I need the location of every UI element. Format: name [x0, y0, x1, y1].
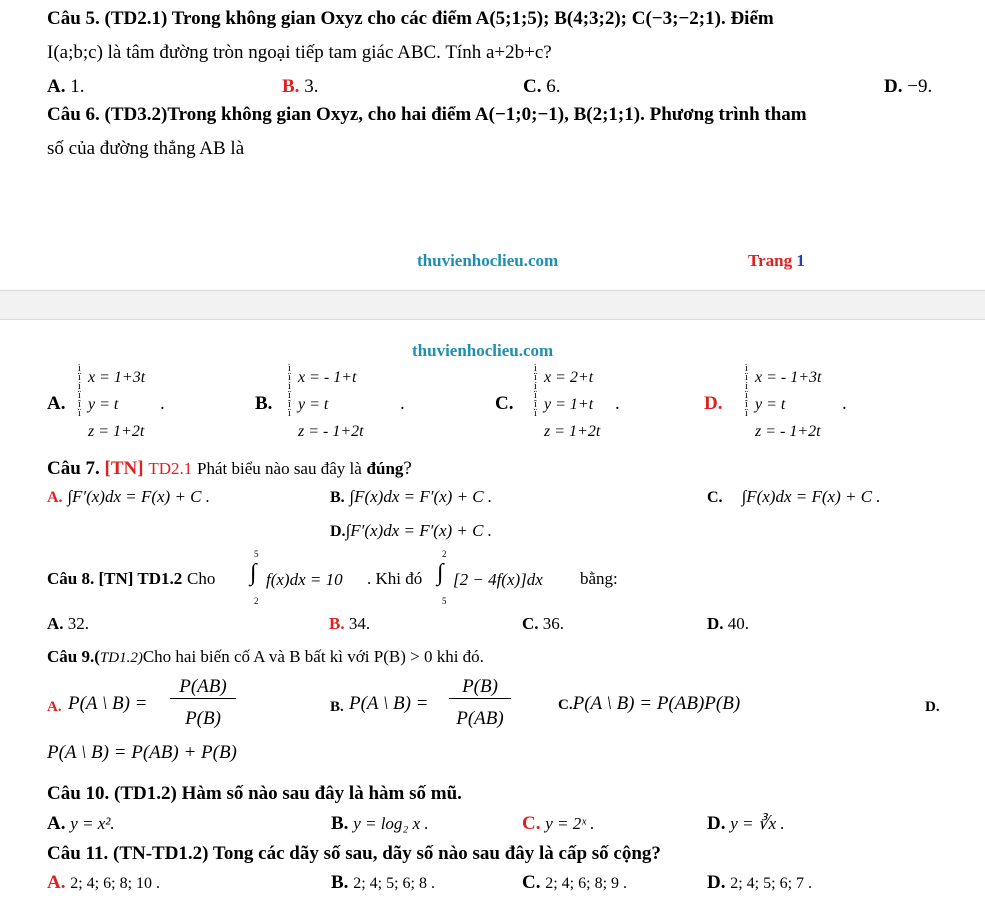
q5-option-b[interactable]: B. 3.: [282, 76, 319, 97]
brace-icon: ì ï í ï î ï: [78, 363, 81, 419]
q9-a-numerator: P(AB): [170, 676, 236, 699]
q6-option-d-system: x = - 1+3t y = t z = - 1+2t ì ï í ï î ï: [745, 363, 822, 440]
q9-b-numerator: P(B): [449, 676, 511, 699]
integral-icon: ∫: [250, 560, 257, 586]
q6-option-b-key[interactable]: B.: [255, 393, 273, 414]
q8-stem: Câu 8. [TN] TD1.2 Cho: [47, 569, 216, 588]
q7-option-b[interactable]: B. ∫F(x)dx = F′(x) + C .: [330, 487, 493, 506]
q9-option-d-key[interactable]: D.: [925, 699, 940, 715]
q7-stem: Câu 7. [TN] TD2.1 Phát biểu nào sau đây là đúng?: [47, 458, 412, 479]
q6-option-c-system: x = 2+t y = 1+t z = 1+2t ì ï í ï î ï: [534, 363, 601, 440]
q10-stem: Câu 10. (TD1.2) Hàm số nào sau đây là hàm số mũ.: [47, 783, 462, 804]
page-break: [0, 290, 985, 320]
q8-option-d[interactable]: D. 40.: [707, 614, 750, 633]
q10-option-a[interactable]: A. y = x².: [47, 813, 115, 834]
footer-site: thuvienhoclieu.com: [417, 251, 559, 270]
brace-icon: ì ï í ï î ï: [534, 363, 537, 419]
q6-line2: số của đường thẳng AB là: [47, 138, 245, 159]
q11-option-a[interactable]: A. 2; 4; 6; 8; 10 .: [47, 872, 161, 893]
q8-option-c[interactable]: C. 36.: [522, 614, 565, 633]
q9-b-denominator: P(AB): [456, 708, 504, 729]
q7-option-c[interactable]: C. ∫F(x)dx = F(x) + C .: [707, 487, 881, 506]
q9-option-a-key[interactable]: A.: [47, 699, 62, 715]
brace-icon: ì ï í ï î ï: [745, 363, 748, 419]
q9-option-d-text: P(A \ B) = P(AB) + P(B): [47, 742, 237, 763]
q10-option-d[interactable]: D. y = ∛x .: [707, 813, 785, 834]
q9-option-b-key[interactable]: B.: [330, 699, 344, 715]
q9-a-denominator: P(B): [185, 708, 221, 729]
q5-option-d[interactable]: D. −9.: [884, 76, 933, 97]
q6-option-a-key[interactable]: A.: [47, 393, 66, 414]
header-site: thuvienhoclieu.com: [412, 341, 554, 360]
q5-line2: I(a;b;c) là tâm đường tròn ngoại tiếp tam giác ABC. Tính a+2b+c?: [47, 42, 552, 63]
q5-option-a[interactable]: A. 1.: [47, 76, 85, 97]
q11-stem: Câu 11. (TN-TD1.2) Tong các dãy số sau, dãy số nào sau đây là cấp số cộng?: [47, 843, 661, 864]
q5-line1: Câu 5. (TD2.1) Trong không gian Oxyz cho các điểm A(5;1;5); B(4;3;2); C(−3;−2;1). Điểm: [47, 8, 774, 29]
footer-page: Trang 1: [748, 251, 805, 270]
q6-option-d-key[interactable]: D.: [704, 393, 723, 414]
q8-integral-1: f(x)dx = 10: [266, 570, 343, 589]
q6-line1: Câu 6. (TD3.2)Trong không gian Oxyz, cho hai điểm A(−1;0;−1), B(2;1;1). Phương trình tham: [47, 104, 807, 125]
q6-option-a-system: x = 1+3t y = t z = 1+2t ì ï í ï î ï: [78, 363, 146, 440]
q10-option-b[interactable]: B. y = log₂ x .: [331, 813, 429, 834]
q11-option-b[interactable]: B. 2; 4; 5; 6; 8 .: [331, 872, 435, 893]
q8-option-b[interactable]: B. 34.: [329, 614, 371, 633]
q7-option-d[interactable]: D.∫F′(x)dx = F′(x) + C .: [330, 521, 492, 540]
q11-option-d[interactable]: D. 2; 4; 5; 6; 7 .: [707, 872, 813, 893]
q11-option-c[interactable]: C. 2; 4; 6; 8; 9 .: [522, 872, 628, 893]
q10-option-c[interactable]: C. y = 2ˣ .: [522, 813, 595, 834]
brace-icon: ì ï í ï î ï: [288, 363, 291, 419]
q8-option-a[interactable]: A. 32.: [47, 614, 90, 633]
q6-option-b-system: x = - 1+t y = t z = - 1+2t ì ï í ï î ï: [288, 363, 364, 440]
q7-option-a[interactable]: A. ∫F′(x)dx = F(x) + C .: [47, 487, 211, 506]
q8-integral-2: [2 − 4f(x)]dx: [453, 570, 543, 589]
q9-option-c[interactable]: C.P(A \ B) = P(AB)P(B): [558, 693, 741, 714]
q9-stem: Câu 9.(TD1.2)Cho hai biến cố A và B bất kì với P(B) > 0 khi đó.: [47, 647, 484, 666]
integral-icon: ∫: [437, 560, 444, 586]
q6-option-c-key[interactable]: C.: [495, 393, 514, 414]
q5-option-c[interactable]: C. 6.: [523, 76, 561, 97]
